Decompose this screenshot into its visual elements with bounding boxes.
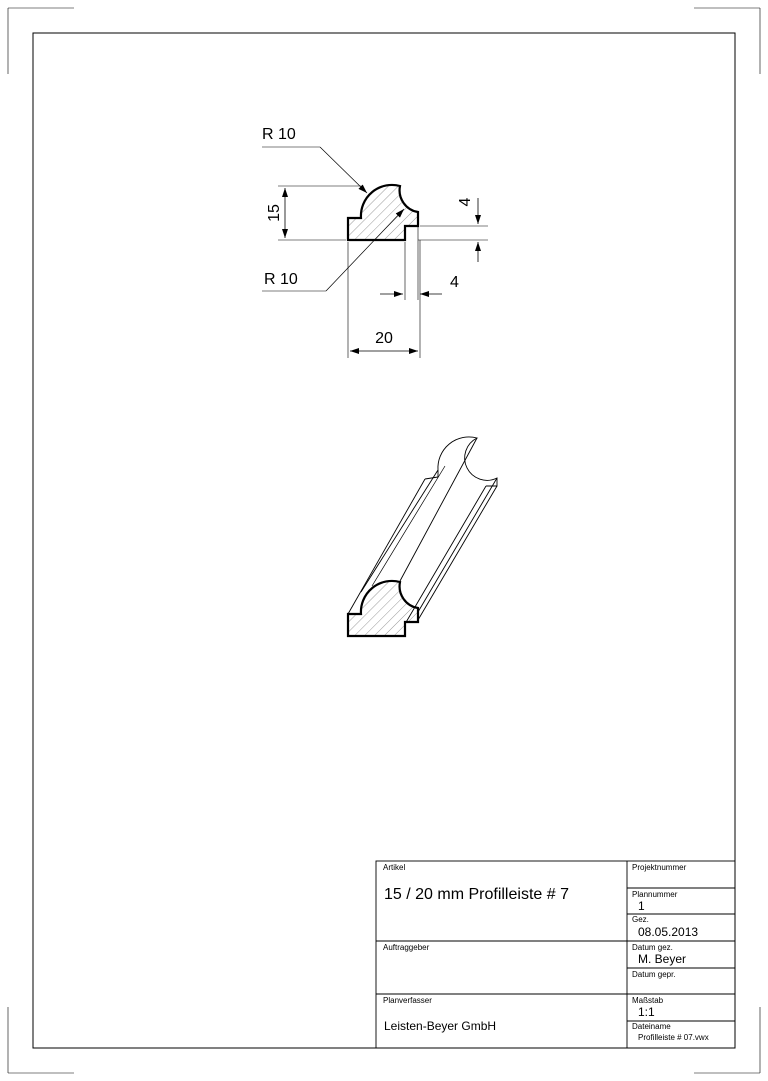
profile-cross-section: [348, 185, 418, 240]
dateiname-value: Profilleiste # 07.vwx: [638, 1033, 709, 1042]
auftraggeber-label: Auftraggeber: [383, 943, 430, 952]
dimension-width-label: 20: [375, 330, 393, 347]
datum-gepr-label: Datum gepr.: [632, 970, 676, 979]
plannummer-value: 1: [638, 899, 645, 913]
datum-gez-value: M. Beyer: [638, 952, 687, 966]
massstab-value: 1:1: [638, 1005, 655, 1019]
artikel-value: 15 / 20 mm Profilleiste # 7: [384, 886, 569, 903]
massstab-label: Maßstab: [632, 996, 664, 1005]
dimension-step-height: [418, 197, 488, 262]
dimension-step-width-label: 4: [450, 274, 459, 291]
dimension-width: [348, 240, 420, 358]
gez-label: Gez.: [632, 915, 649, 924]
datum-gez-label: Datum gez.: [632, 943, 673, 952]
plannummer-label: Plannummer: [632, 890, 678, 899]
profile-outline: [348, 185, 418, 240]
projektnummer-label: Projektnummer: [632, 863, 687, 872]
dateiname-label: Dateiname: [632, 1022, 671, 1031]
gez-value: 08.05.2013: [638, 925, 699, 939]
leader-radius-top: [262, 126, 367, 193]
profile-isometric-view: [348, 437, 497, 636]
isometric-front-face: [348, 581, 418, 636]
planverfasser-value: Leisten-Beyer GmbH: [384, 1019, 497, 1033]
planverfasser-label: Planverfasser: [383, 996, 432, 1005]
dimension-height-label: 15: [266, 204, 284, 222]
radius-top-label: R 10: [262, 126, 296, 143]
radius-bottom-label: R 10: [264, 271, 298, 288]
artikel-label: Artikel: [383, 863, 406, 872]
dimension-step-height-label: 4: [457, 197, 475, 207]
crop-marks: [8, 8, 760, 1073]
